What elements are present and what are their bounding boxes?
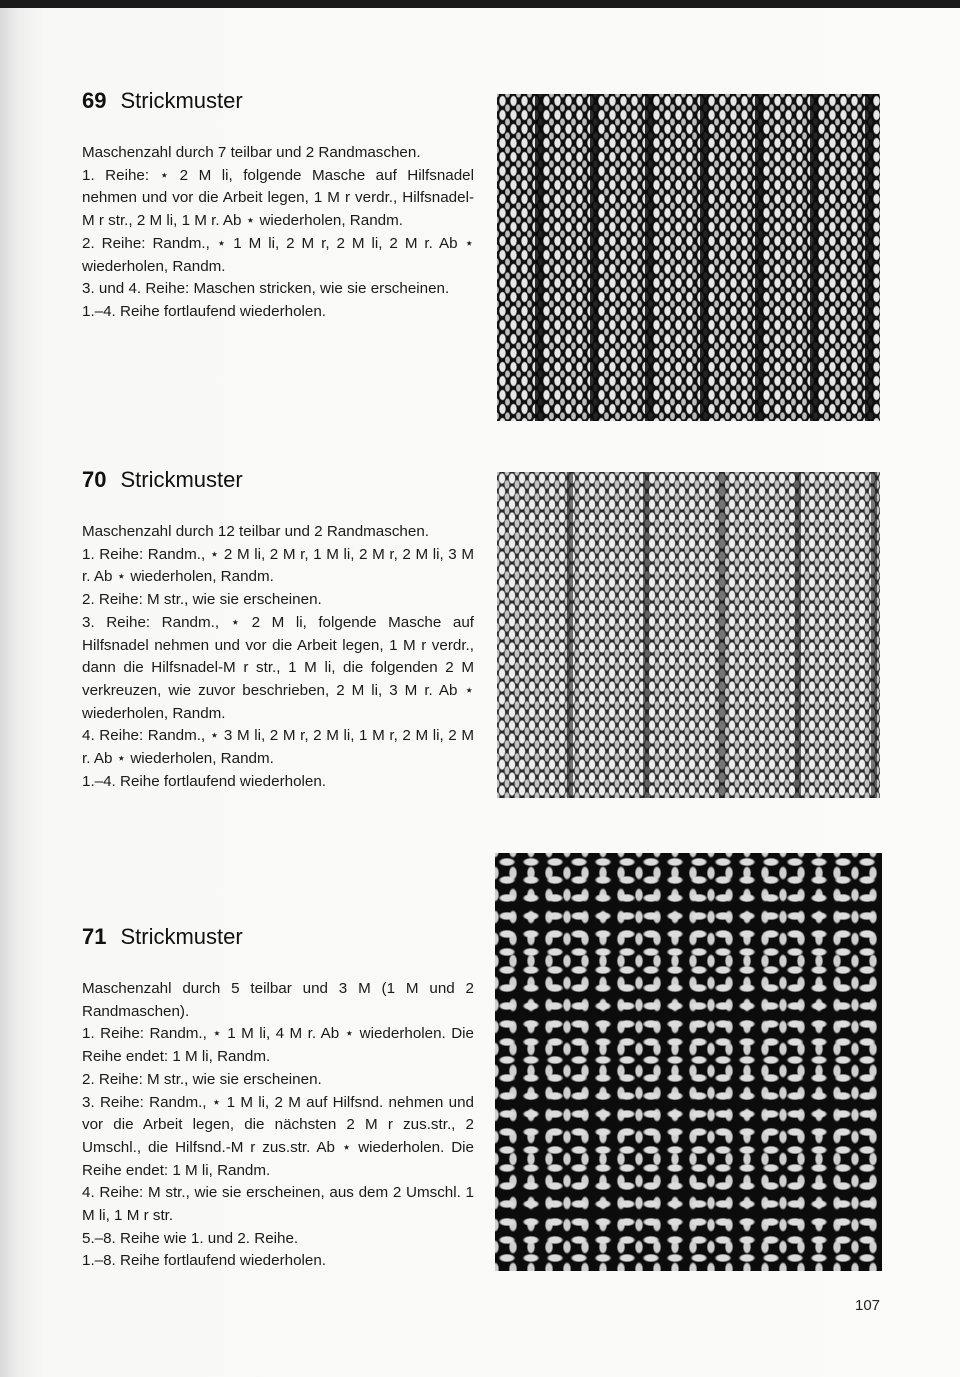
pattern-title: Strickmuster [120, 924, 243, 949]
pattern-number: 69 [82, 88, 107, 113]
instruction-line: 1.–4. Reihe fortlaufend wiederholen. [82, 302, 327, 320]
pattern-heading [82, 924, 243, 950]
pattern-title: Strickmuster [120, 88, 243, 113]
pattern-number: 70 [82, 467, 107, 492]
instruction-line: 1.–4. Reihe fortlaufend wiederholen. [82, 772, 327, 790]
knitting-sample-photo [497, 472, 880, 798]
instruction-line: Maschenzahl durch 5 teilbar und 3 M (1 M und 2 Randmaschen). [82, 980, 474, 1020]
pattern-instructions [82, 521, 474, 793]
knitting-sample-photo [495, 853, 882, 1271]
instruction-line: Maschenzahl durch 7 teilbar und 2 Randmaschen. [82, 144, 421, 161]
instruction-line: 2. Reihe: M str., wie sie erscheinen. [82, 591, 322, 609]
instruction-line: 3. und 4. Reihe: Maschen stricken, wie sie erscheinen. [82, 280, 450, 298]
instruction-line: 3. Reihe: Randm., ⋆ 2 M li, folgende Masche auf Hilfsnadel nehmen und vor die Arbeit legen, 1 M r verdr., dann die Hilfsnadel-M r str., 1 M li, die folgenden 2 M verkreuzen, wie zuvor beschrieben, 2 M li, 3 M r. Ab ⋆ wiederholen, Randm. [82, 613, 474, 722]
instruction-line: 4. Reihe: Randm., ⋆ 3 M li, 2 M r, 2 M li, 1 M r, 2 M li, 2 M r. Ab ⋆ wiederholen, Randm. [82, 727, 474, 768]
instruction-line: 4. Reihe: M str., wie sie erscheinen, aus dem 2 Umschl. 1 M li, 1 M r str. [82, 1184, 474, 1225]
instruction-line: 1. Reihe: ⋆ 2 M li, folgende Masche auf Hilfsnadel nehmen und vor die Arbeit legen, 1 M r verdr., Hilfsnadel-M r str., 2 M li, 1 M r. Ab ⋆ wiederholen, Randm. [82, 166, 474, 230]
instruction-line: 2. Reihe: M str., wie sie erscheinen. [82, 1070, 322, 1088]
book-page [0, 8, 960, 1377]
instruction-line: 5.–8. Reihe wie 1. und 2. Reihe. [82, 1229, 299, 1247]
instruction-line: 1. Reihe: Randm., ⋆ 2 M li, 2 M r, 1 M li, 2 M r, 2 M li, 3 M r. Ab ⋆ wiederholen, Randm. [82, 545, 474, 586]
pattern-heading [82, 467, 243, 493]
pattern-number: 71 [82, 924, 107, 949]
instruction-line: Maschenzahl durch 12 teilbar und 2 Randmaschen. [82, 523, 429, 540]
pattern-instructions [82, 978, 474, 1273]
pattern-heading [82, 88, 243, 114]
pattern-title: Strickmuster [120, 467, 243, 492]
instruction-line: 2. Reihe: Randm., ⋆ 1 M li, 2 M r, 2 M li, 2 M r. Ab ⋆ wiederholen, Randm. [82, 234, 474, 275]
instruction-line: 3. Reihe: Randm., ⋆ 1 M li, 2 M auf Hilfsnd. nehmen und vor die Arbeit legen, die nächsten 2 M r zus.str., 2 Umschl., die Hilfsnd.-M r zus.str. Ab ⋆ wiederholen. Die Reihe endet: 1 M li, Randm. [82, 1093, 474, 1179]
instruction-line: 1.–8. Reihe fortlaufend wiederholen. [82, 1252, 327, 1270]
page-number: 107 [855, 1297, 881, 1314]
knitting-sample-photo [497, 94, 880, 421]
instruction-line: 1. Reihe: Randm., ⋆ 1 M li, 4 M r. Ab ⋆ wiederholen. Die Reihe endet: 1 M li, Randm. [82, 1025, 474, 1066]
pattern-instructions [82, 142, 474, 324]
